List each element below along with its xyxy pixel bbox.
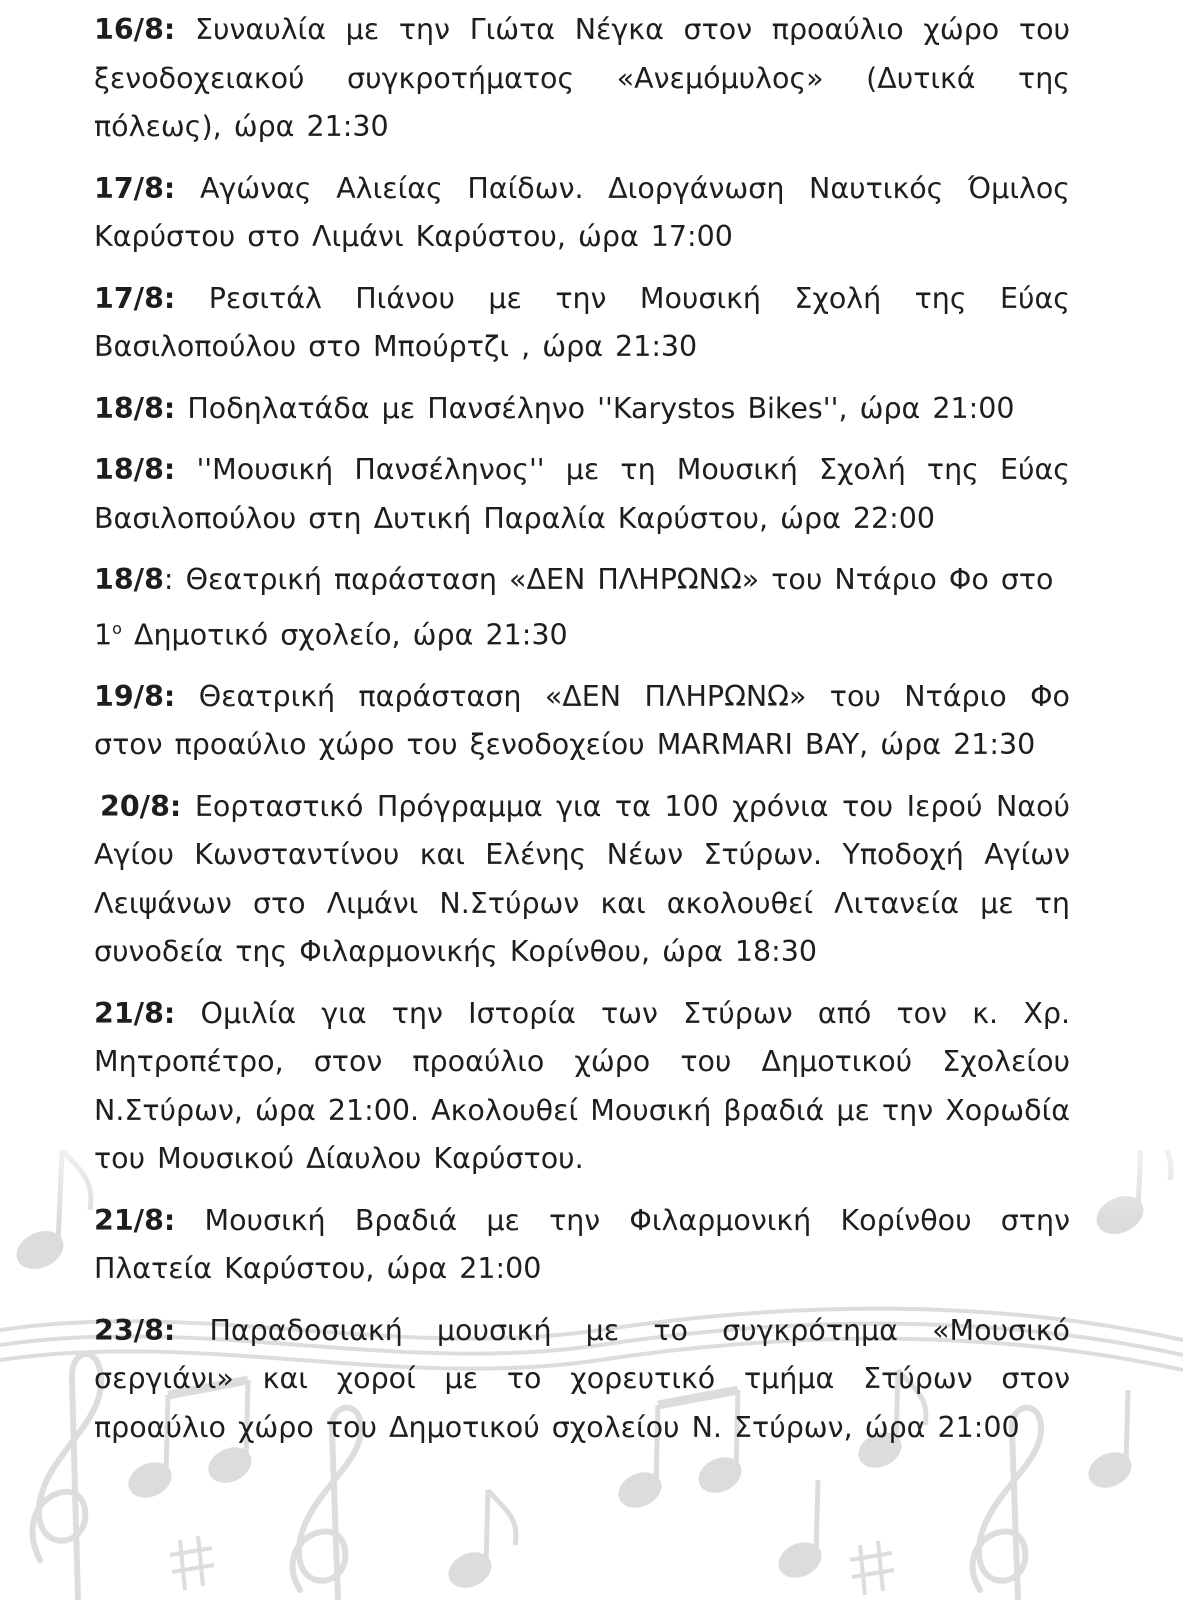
event-entry — [94, 556, 1070, 660]
event-description: Παραδοσιακή μουσική με το συγκρότημα «Μουσικό σεργιάνι» και χοροί με το χορευτικό τμήμα Στύρων στον προαύλιο χώρο του Δημοτικού σχολείου Ν. Στύρων, ώρα 21:00 — [94, 1313, 1070, 1444]
event-description: Ρεσιτάλ Πιάνου με την Μουσική Σχολή της Εύας Βασιλοπούλου στο Μπούρτζι , ώρα 21:30 — [94, 281, 1070, 363]
event-description: Εορταστικό Πρόγραμμα για τα 100 χρόνια του Ιερού Ναού Αγίου Κωνσταντίνου και Ελένης Νέων Στύρων. Υποδοχή Αγίων Λειψάνων στο Λιμάνι Ν.Στύρων και ακολουθεί Λιτανεία με τη συνοδεία της Φιλαρμονικής Κορίνθου, ώρα 18:30 — [94, 789, 1071, 968]
event-date: 18/8: — [94, 391, 176, 425]
event-date: 19/8: — [94, 679, 176, 713]
event-entry — [94, 6, 1070, 152]
event-description: : Θεατρική παράσταση «ΔΕΝ ΠΛΗΡΩΝΩ» του Ντάριο Φο στο — [163, 563, 1054, 596]
event-entry — [94, 385, 1070, 434]
sharp-sign-icon — [850, 1541, 894, 1595]
event-date: 23/8: — [94, 1313, 176, 1347]
event-entry — [94, 165, 1070, 262]
event-description: Μουσική Βραδιά με την Φιλαρμονική Κορίνθου στην Πλατεία Καρύστου, ώρα 21:00 — [94, 1203, 1071, 1285]
event-entry — [94, 1197, 1070, 1294]
event-description-continued: Δημοτικό σχολείο, ώρα 21:30 — [121, 618, 568, 651]
event-date: 18/8 — [94, 563, 164, 596]
event-description: Ποδηλατάδα με Πανσέληνο ''Karystos Bikes'', ώρα 21:00 — [187, 391, 1015, 425]
event-date: 20/8: — [100, 789, 182, 823]
event-description: ''Μουσική Πανσέληνος'' με τη Μουσική Σχολή της Εύας Βασιλοπούλου στη Δυτική Παραλία Καρύστου, ώρα 22:00 — [94, 453, 1071, 535]
event-description: Θεατρική παράσταση «ΔΕΝ ΠΛΗΡΩΝΩ» του Ντάριο Φο στον προαύλιο χώρο του ξενοδοχείου MARMARI BAY, ώρα 21:30 — [94, 679, 1070, 761]
event-entry — [94, 1307, 1070, 1453]
event-entry — [94, 275, 1070, 372]
event-entry — [94, 783, 1070, 977]
event-entry — [94, 673, 1070, 770]
event-entry — [94, 446, 1070, 543]
event-description: Αγώνας Αλιείας Παίδων. Διοργάνωση Ναυτικός Όμιλος Καρύστου στο Λιμάνι Καρύστου, ώρα 17:00 — [94, 171, 1070, 253]
event-entry — [94, 990, 1070, 1184]
music-note-icon — [446, 1490, 516, 1591]
event-date: 18/8: — [94, 453, 176, 486]
music-note-icon — [776, 1480, 824, 1581]
event-date: 21/8: — [94, 996, 176, 1030]
event-description: Συναυλία με την Γιώτα Νέγκα στον προαύλιο χώρο του ξενοδοχειακού συγκροτήματος «Ανεμόμυλος» (Δυτικά της πόλεως), ώρα 21:30 — [94, 13, 1070, 143]
event-date: 21/8: — [94, 1203, 176, 1237]
event-date: 17/8: — [94, 281, 176, 315]
sharp-sign-icon — [170, 1536, 214, 1590]
event-description: Ομιλία για την Ιστορία των Στύρων από τον κ. Χρ. Μητροπέτρο, στον προαύλιο χώρο του Δημοτικού Σχολείου Ν.Στύρων, ώρα 21:00. Ακολουθεί Μουσική βραδιά με την Χορωδία του Μουσικού Δίαυλου Καρύστου. — [94, 996, 1071, 1175]
event-date: 16/8: — [94, 13, 176, 46]
event-date: 17/8: — [94, 171, 176, 205]
ordinal-mark: ο — [112, 618, 122, 638]
ordinal-number: 1 — [94, 618, 113, 651]
